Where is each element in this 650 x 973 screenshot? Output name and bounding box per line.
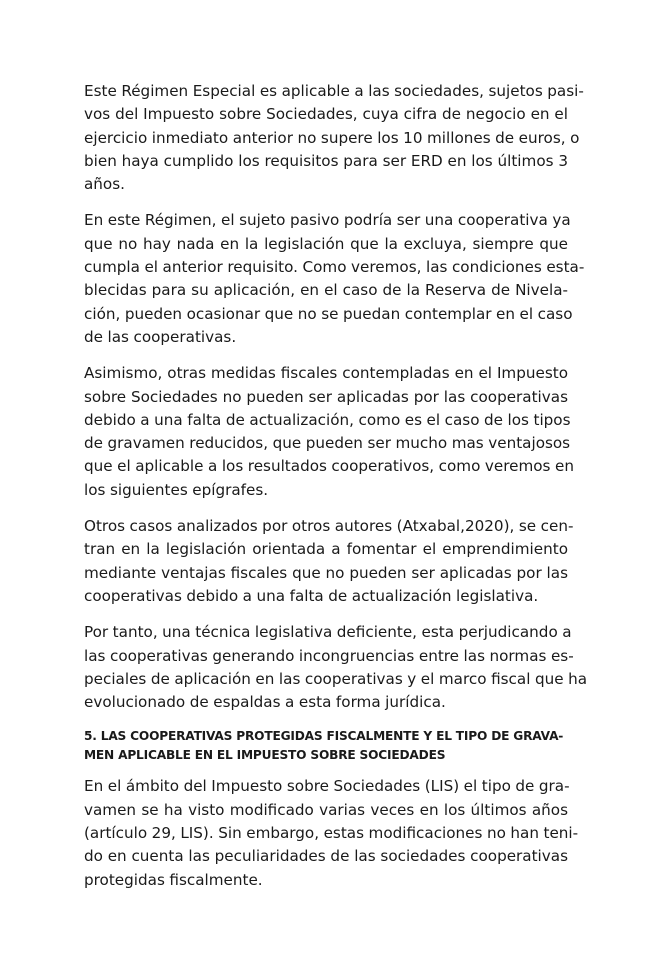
paragraph-tipo-gravamen — [84, 775, 579, 891]
text-line: Asimismo, otras medidas fiscales contempladas en el Impuesto — [84, 364, 568, 383]
text-line: vamen se ha visto modificado varias veces en los últimos años — [84, 800, 568, 819]
paragraph-regimen-especial — [84, 80, 584, 196]
text-line: cooperativas debido a una falta de actualización legislativa. — [84, 586, 539, 605]
text-line: cumpla el anterior requisito. Como veremos, las condiciones esta- — [84, 258, 585, 277]
text-line: bien haya cumplido los requisitos para ser ERD en los últimos 3 — [84, 151, 568, 170]
text-line: mediante ventajas fiscales que no pueden ser aplicadas por las — [84, 563, 568, 582]
text-line: protegidas fiscalmente. — [84, 870, 263, 889]
section-heading — [84, 727, 568, 765]
text-line: En el ámbito del Impuesto sobre Sociedades (LIS) el tipo de gra- — [84, 777, 570, 796]
heading-line: 5. LAS COOPERATIVAS PROTEGIDAS FISCALMENTE Y EL TIPO DE GRAVA- — [84, 729, 564, 744]
text-line: que no hay nada en la legislación que la excluya, siempre que — [84, 234, 568, 253]
text-line: los siguientes epígrafes. — [84, 480, 269, 499]
paragraph-medidas-fiscales — [84, 362, 574, 502]
text-line: Este Régimen Especial es aplicable a las sociedades, sujetos pasi- — [84, 82, 584, 100]
text-line: ejercicio inmediato anterior no supere los 10 millones de euros, o — [84, 128, 580, 147]
text-line: do en cuenta las peculiaridades de las sociedades cooperativas — [84, 847, 568, 866]
text-line: las cooperativas generando incongruencias entre las normas es- — [84, 646, 574, 665]
heading-line: MEN APLICABLE EN EL IMPUESTO SOBRE SOCIEDADES — [84, 748, 446, 763]
text-line: vos del Impuesto sobre Sociedades, cuya cifra de negocio en el — [84, 105, 568, 124]
text-line: (artículo 29, LIS). Sin embargo, estas modificaciones no han teni- — [84, 824, 579, 843]
paragraph-tecnica-legislativa — [84, 621, 588, 714]
text-line: peciales de aplicación en las cooperativas y el marco fiscal que ha — [84, 669, 588, 688]
text-line: blecidas para su aplicación, en el caso de la Reserva de Nivela- — [84, 281, 568, 300]
text-line: Por tanto, una técnica legislativa deficiente, esta perjudicando a — [84, 623, 572, 642]
text-line: ción, pueden ocasionar que no se puedan contemplar en el caso — [84, 304, 573, 323]
text-line: tran en la legislación orientada a fomentar el emprendimiento — [84, 540, 568, 559]
text-line: de gravamen reducidos, que pueden ser mucho mas ventajosos — [84, 434, 571, 453]
paragraph-sujeto-pasivo — [84, 209, 585, 349]
text-line: evolucionado de espaldas a esta forma jurídica. — [84, 693, 446, 712]
document-page — [84, 80, 588, 905]
paragraph-otros-casos — [84, 515, 574, 608]
text-line: de las cooperativas. — [84, 327, 237, 346]
text-line: En este Régimen, el sujeto pasivo podría ser una cooperativa ya — [84, 211, 571, 230]
text-line: debido a una falta de actualización, como es el caso de los tipos — [84, 410, 571, 429]
text-line: sobre Sociedades no pueden ser aplicadas por las cooperativas — [84, 387, 568, 406]
text-line: que el aplicable a los resultados cooperativos, como veremos en — [84, 457, 574, 476]
text-line: años. — [84, 175, 125, 194]
text-line: Otros casos analizados por otros autores (Atxabal,2020), se cen- — [84, 517, 574, 536]
